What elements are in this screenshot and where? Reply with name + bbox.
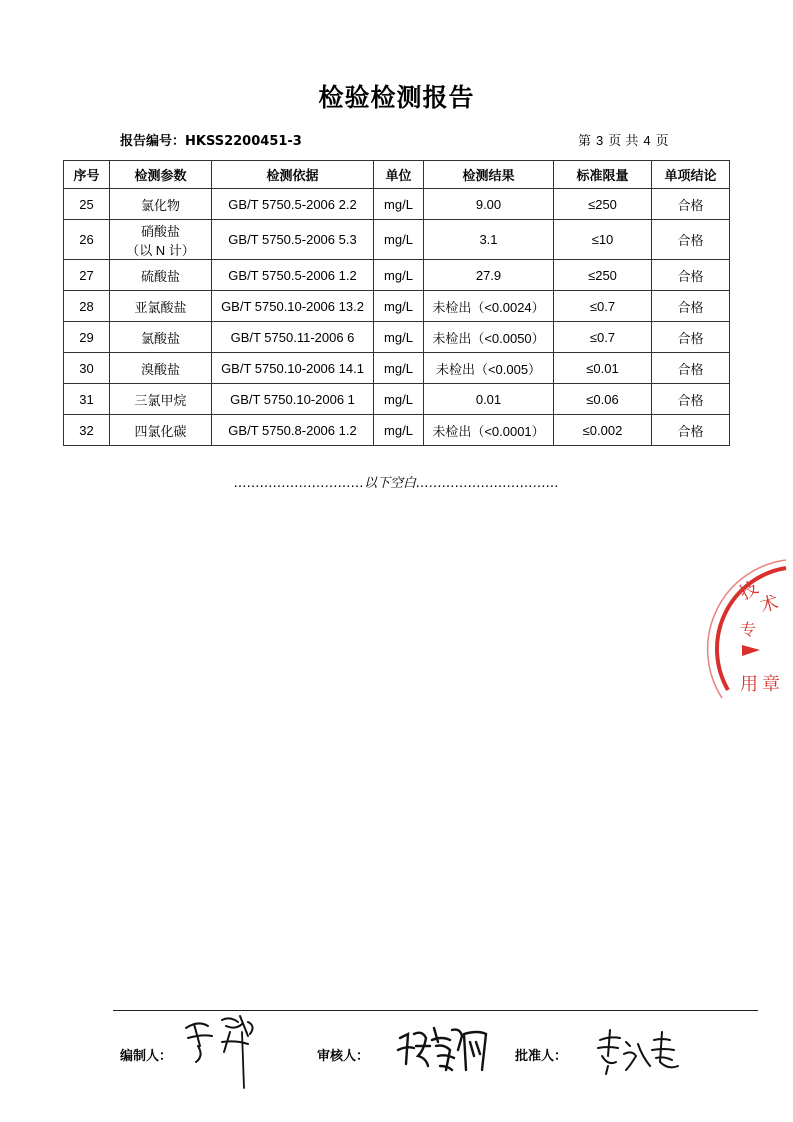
stamp-char-4: 用	[740, 674, 758, 695]
signature-rule	[113, 1010, 758, 1011]
reviewer-label: 审核人：	[317, 1049, 370, 1064]
cell-unit: mg/L	[374, 415, 424, 446]
cell-result: 未检出（<0.0024）	[424, 291, 554, 322]
report-title: 检验检测报告	[318, 83, 475, 112]
page-suffix: 页	[655, 134, 669, 149]
cell-limit: ≤250	[554, 189, 652, 220]
cell-unit: mg/L	[374, 220, 424, 260]
stamp-char-2: 术	[757, 591, 781, 617]
cell-unit: mg/L	[374, 291, 424, 322]
cell-result: 未检出（<0.005）	[424, 353, 554, 384]
cell-unit: mg/L	[374, 260, 424, 291]
cell-unit: mg/L	[374, 189, 424, 220]
cell-result: 0.01	[424, 384, 554, 415]
cell-no: 29	[64, 322, 110, 353]
cell-basis: GB/T 5750.10-2006 1	[212, 384, 374, 415]
header-basis: 检测依据	[212, 161, 374, 189]
cell-basis: GB/T 5750.5-2006 1.2	[212, 260, 374, 291]
stamp-char-5: 章	[762, 674, 780, 695]
cell-conclusion: 合格	[652, 291, 730, 322]
cell-result: 未检出（<0.0001）	[424, 415, 554, 446]
cell-param	[110, 220, 212, 260]
blank-below-notice: …………………………以下空白……………………………	[233, 476, 559, 491]
cell-conclusion: 合格	[652, 384, 730, 415]
cell-unit: mg/L	[374, 384, 424, 415]
cell-basis: GB/T 5750.5-2006 5.3	[212, 220, 374, 260]
page-current: 3	[596, 133, 604, 148]
cell-result: 9.00	[424, 189, 554, 220]
cell-conclusion: 合格	[652, 260, 730, 291]
cell-limit: ≤0.01	[554, 353, 652, 384]
cell-param: 硫酸盐	[110, 260, 212, 291]
cell-result: 未检出（<0.0050）	[424, 322, 554, 353]
cell-conclusion: 合格	[652, 415, 730, 446]
preparer-label: 编制人：	[120, 1049, 173, 1064]
official-stamp	[700, 540, 793, 720]
stamp-char-1: 技	[736, 577, 763, 605]
cell-no: 27	[64, 260, 110, 291]
cell-no: 28	[64, 291, 110, 322]
cell-basis: GB/T 5750.11-2006 6	[212, 322, 374, 353]
table-header-row	[64, 161, 730, 189]
header-param: 检测参数	[110, 161, 212, 189]
header-result: 检测结果	[424, 161, 554, 189]
cell-limit: ≤0.7	[554, 291, 652, 322]
cell-param: 氯酸盐	[110, 322, 212, 353]
cell-param: 溴酸盐	[110, 353, 212, 384]
table-row	[64, 353, 730, 384]
cell-basis: GB/T 5750.8-2006 1.2	[212, 415, 374, 446]
cell-limit: ≤250	[554, 260, 652, 291]
cell-param-line1: 硝酸盐	[140, 223, 180, 239]
cell-limit: ≤0.06	[554, 384, 652, 415]
cell-unit: mg/L	[374, 353, 424, 384]
table-row	[64, 291, 730, 322]
cell-result: 3.1	[424, 220, 554, 260]
table-row	[64, 322, 730, 353]
page-total: 4	[643, 133, 651, 148]
cell-result: 27.9	[424, 260, 554, 291]
header-limit: 标准限量	[554, 161, 652, 189]
cell-limit: ≤0.002	[554, 415, 652, 446]
stamp-star	[742, 645, 760, 656]
cell-conclusion: 合格	[652, 322, 730, 353]
table-row	[64, 384, 730, 415]
table-row	[64, 260, 730, 291]
report-number: 报告编号：HKSS2200451-3	[120, 134, 302, 149]
cell-no: 25	[64, 189, 110, 220]
reviewer-signature	[394, 1020, 494, 1080]
cell-param: 三氯甲烷	[110, 384, 212, 415]
preparer-signature	[178, 1012, 268, 1092]
page-mid: 页 共	[608, 134, 639, 149]
page-indicator	[578, 130, 669, 149]
table-row	[64, 189, 730, 220]
results-table	[63, 160, 730, 446]
cell-limit: ≤10	[554, 220, 652, 260]
cell-basis: GB/T 5750.10-2006 14.1	[212, 353, 374, 384]
cell-param: 四氯化碳	[110, 415, 212, 446]
cell-param-line2: （以 N 计）	[126, 242, 195, 258]
cell-conclusion: 合格	[652, 353, 730, 384]
header-conclusion: 单项结论	[652, 161, 730, 189]
cell-no: 32	[64, 415, 110, 446]
stamp-char-3: 专	[740, 620, 757, 639]
cell-conclusion: 合格	[652, 189, 730, 220]
cell-no: 31	[64, 384, 110, 415]
cell-conclusion: 合格	[652, 220, 730, 260]
approver-signature	[594, 1026, 684, 1078]
cell-unit: mg/L	[374, 322, 424, 353]
table-row	[64, 220, 730, 260]
cell-limit: ≤0.7	[554, 322, 652, 353]
header-no: 序号	[64, 161, 110, 189]
cell-no: 30	[64, 353, 110, 384]
table-row	[64, 415, 730, 446]
cell-basis: GB/T 5750.10-2006 13.2	[212, 291, 374, 322]
cell-no: 26	[64, 220, 110, 260]
page-prefix: 第	[578, 134, 592, 149]
cell-param: 亚氯酸盐	[110, 291, 212, 322]
approver-label: 批准人：	[515, 1049, 568, 1064]
header-unit: 单位	[374, 161, 424, 189]
cell-basis: GB/T 5750.5-2006 2.2	[212, 189, 374, 220]
cell-param: 氯化物	[110, 189, 212, 220]
